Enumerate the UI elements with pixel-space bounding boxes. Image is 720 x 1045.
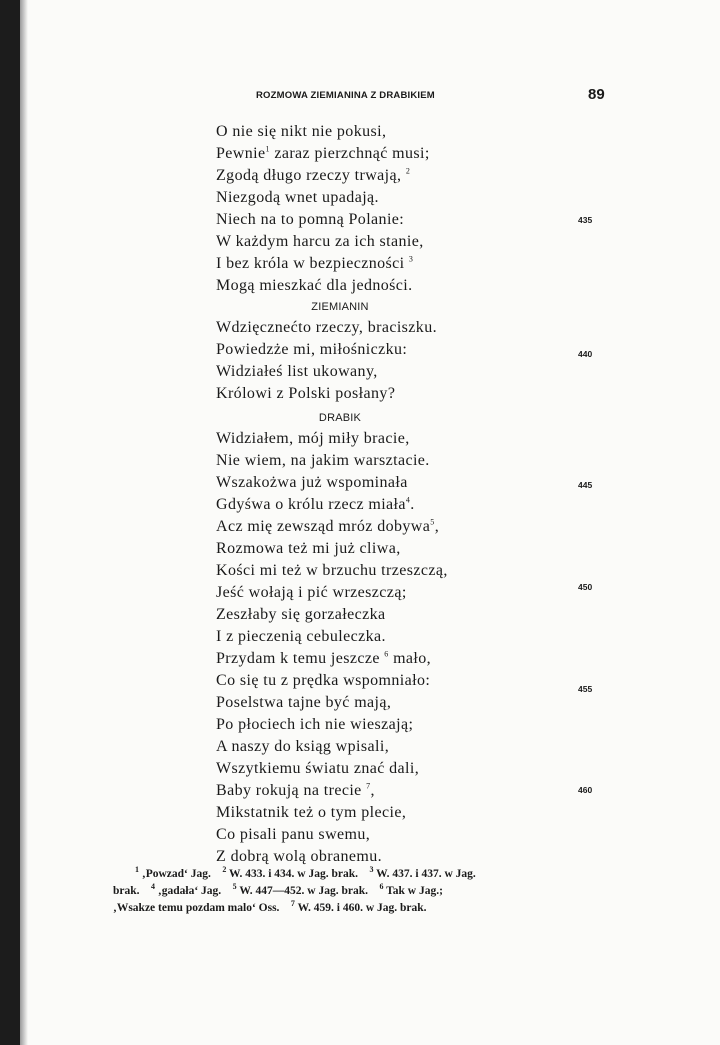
speaker-heading: DRABIK [318,412,362,424]
book-spine-shadow [0,0,20,1045]
verse-line: Kości mi też w brzuchu trzeszczą, [216,562,448,579]
verse-line: Co pisali panu swemu, [216,826,371,843]
footnote-marker: 3 [369,865,374,875]
verse-line: Acz mię zewsząd mróz dobywa$^5$, [216,517,440,535]
verse-line: W każdym harcu za ich stanie, [216,233,424,250]
footnote-marker: 2 [222,865,227,875]
line-number: 450 [578,582,593,592]
footnote-ref: 2 [405,166,411,176]
footnote-ref: 3 [408,254,414,264]
footnote-text: ‚Wsakze temu pozdam malo‘ Oss. [113,902,280,914]
footnote-marker: 7 [290,899,295,909]
verse-line: Pewnie$^1$ zaraz pierzchnąć musi; [216,144,430,162]
speaker-heading: ZIEMIANIN [311,301,369,313]
footnote-line [113,883,599,899]
verse-line: O nie się nikt nie pokusi, [216,123,387,140]
footnote-marker: 6 [379,882,384,892]
gutter-gradient [20,0,28,1045]
verse-line: Wszakożwa już wspominała [216,474,408,491]
verse-line: Zeszłaby się gorzałeczka [216,606,386,623]
verse-line: Mogą mieszkać dla jedności. [216,277,413,294]
line-number: 445 [578,480,593,490]
footnote-ref: 1 [265,144,270,154]
running-title: ROZMOWA ZIEMIANINA Z DRABIKIEM [256,90,435,101]
verse-line: Po płociech ich nie wieszają; [216,716,414,733]
footnote-text: ‚Powzad‘ Jag. [139,868,211,880]
verse-line: I bez króla w bezpieczności $^3$ [216,254,414,272]
footnote-marker: 5 [232,882,237,892]
verse-line: Nie wiem, na jakim warsztacie. [216,452,430,469]
verse-line: Wszytkiemu światu znać dali, [216,760,420,777]
verse-line: Powiedzże mi, miłośniczku: [216,341,408,358]
verse-line: Królowi z Polski posłany? [216,385,396,402]
verse-line: Z dobrą wolą obranemu. [216,848,383,865]
footnote-text: W. 433. i 434. w Jag. brak. [226,868,359,880]
line-number: 440 [578,349,593,359]
footnote-text: brak. [113,885,140,897]
footnote-ref: 5 [430,517,435,527]
verse-line: Rozmowa też mi już cliwa, [216,540,401,557]
verse-line: Baby rokują na trecie $^7$, [216,781,375,799]
verse-line: Mikstatnik też o tym plecie, [216,804,407,821]
line-number: 460 [578,785,593,795]
verse-line: Gdyśwa o królu rzecz miała$^4$. [216,495,415,513]
footnote-ref: 6 [384,649,389,659]
verse-line: Widziałem, mój miły bracie, [216,430,410,447]
verse-line: Niezgodą wnet upadają. [216,189,379,206]
verse-line: Zgodą długo rzeczy trwają, $^2$ [216,166,411,184]
verse-line: Co się tu z prędka wspomniało: [216,672,431,689]
page-number: 89 [588,86,605,103]
line-number: 435 [578,215,593,225]
footnote-text: W. 447—452. w Jag. brak. [236,885,368,897]
footnote-line [135,866,599,882]
verse-line: Poselstwa tajne być mają, [216,694,392,711]
footnote-text: W. 459. i 460. w Jag. brak. [294,902,427,914]
line-number: 455 [578,684,593,694]
footnote-line [113,900,599,916]
verse-line: Widziałeś list ukowany, [216,363,378,380]
footnote-text: ‚gadała‘ Jag. [155,885,222,897]
footnote-ref: 7 [366,781,371,791]
verse-line: Niech na to pomną Polanie: [216,211,405,228]
verse-line: Przydam k temu jeszcze $^6$ mało, [216,649,432,667]
footnote-marker: 1 [135,865,139,875]
footnote-text: W. 437. i 437. w Jag. [373,868,476,880]
footnote-ref: 4 [405,495,411,505]
verse-line: I z pieczenią cebuleczka. [216,628,386,645]
verse-line: Jeść wołają i pić wrzeszczą; [216,584,407,601]
verse-line: Wdzięcznećto rzeczy, braciszku. [216,319,438,336]
verse-line: A naszy do ksiąg wpisali, [216,738,390,755]
footnote-marker: 4 [151,882,156,892]
footnote-text: Tak w Jag.; [383,885,443,897]
